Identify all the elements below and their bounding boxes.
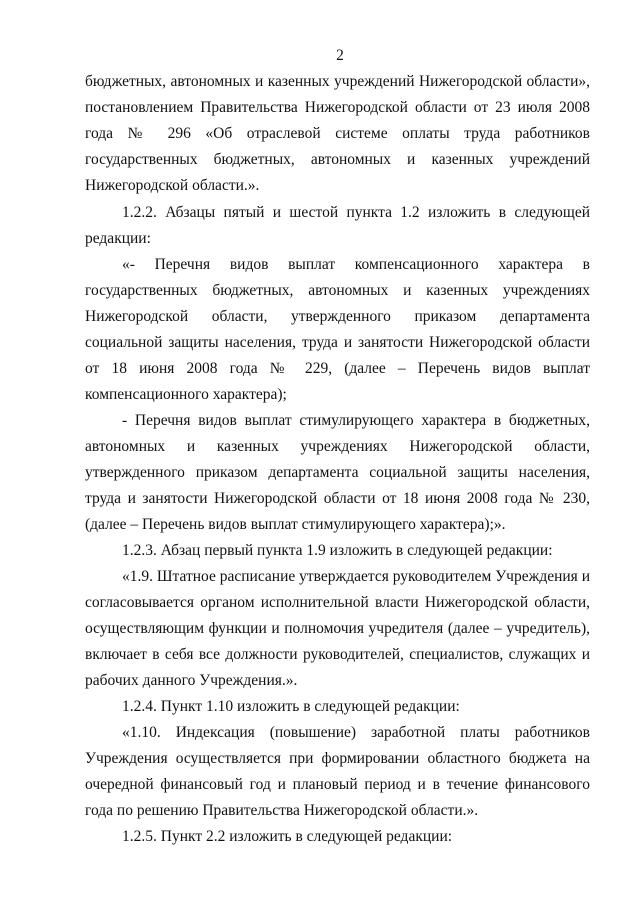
text-line: 1.2.3. Абзац первый пункта 1.9 изложить в следующей редакции: (122, 542, 553, 559)
text-line: (далее – Перечень видов выплат стимулирующего характера);». (85, 516, 506, 533)
text-line: от 18 июня 2008 года № 229, (далее – Перечень видов выплат (85, 360, 590, 377)
text-line: - Перечня видов выплат стимулирующего характера в бюджетных, (122, 412, 590, 429)
text-line: «1.10. Индексация (повышение) заработной платы работников (122, 724, 590, 741)
text-line: года № 296 «Об отраслевой системе оплаты труда работников (85, 125, 590, 142)
text-line: согласовывается органом исполнительной власти Нижегородской области, (85, 594, 590, 611)
text-line: «1.9. Штатное расписание утверждается руководителем Учреждения и (122, 568, 590, 585)
text-line: «- Перечня видов выплат компенсационного характера в (122, 256, 590, 273)
text-line: труда и занятости Нижегородской области от 18 июня 2008 года № 230, (85, 490, 590, 507)
page-number: 2 (336, 47, 344, 64)
text-line: 1.2.2. Абзацы пятый и шестой пункта 1.2 изложить в следующей (122, 204, 590, 221)
text-line: Учреждения осуществляется при формировании областного бюджета на (85, 750, 590, 767)
text-line: постановлением Правительства Нижегородской области от 23 июля 2008 (85, 99, 590, 116)
text-line: редакции: (85, 230, 151, 247)
text-line: осуществляющим функции и полномочия учредителя (далее – учредитель), (85, 620, 590, 637)
text-line: утвержденного приказом департамента социальной защиты населения, (85, 464, 590, 481)
text-line: рабочих данного Учреждения.». (85, 672, 298, 689)
text-line: социальной защиты населения, труда и занятости Нижегородской области (85, 334, 590, 351)
text-line: Нижегородской области.». (85, 177, 260, 194)
text-line: государственных бюджетных, автономных и казенных учреждениях (85, 282, 590, 299)
text-line: компенсационного характера); (85, 386, 287, 403)
text-line: автономных и казенных учреждениях Нижегородской области, (85, 438, 590, 455)
text-line: бюджетных, автономных и казенных учреждений Нижегородской области», (85, 73, 590, 90)
text-line: включает в себя все должности руководителей, специалистов, служащих и (85, 646, 590, 663)
text-line: очередной финансовый год и плановый период и в течение финансового (85, 776, 590, 793)
text-line: года по решению Правительства Нижегородской области.». (85, 802, 479, 819)
text-line: 1.2.5. Пункт 2.2 изложить в следующей редакции: (122, 828, 453, 845)
text-line: 1.2.4. Пункт 1.10 изложить в следующей редакции: (122, 698, 460, 715)
text-line: Нижегородской области, утвержденного приказом департамента (85, 308, 590, 325)
text-line: государственных бюджетных, автономных и казенных учреждений (85, 151, 590, 168)
